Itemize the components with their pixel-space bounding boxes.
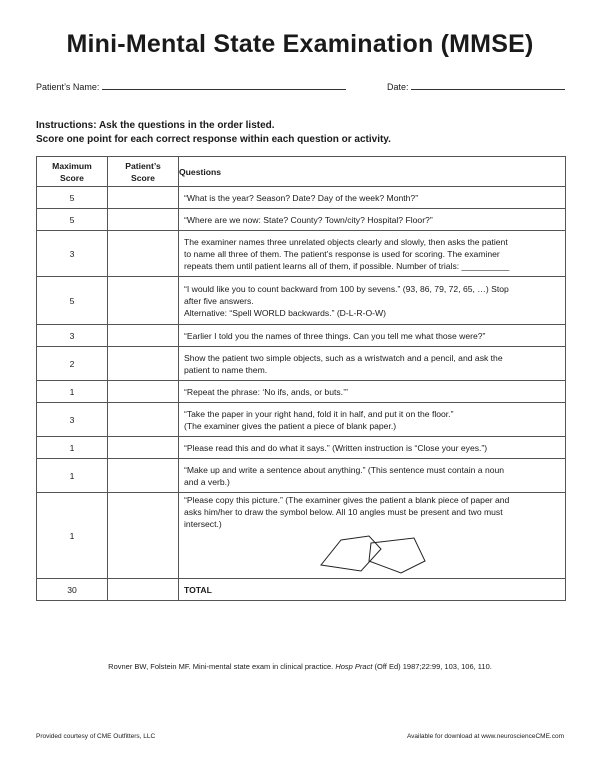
table-row <box>37 231 566 277</box>
max-score: 2 <box>37 347 108 381</box>
date-field[interactable] <box>387 81 565 92</box>
question-text: “Repeat the phrase: ‘No ifs, ands, or buts.’” <box>179 381 566 403</box>
footer-credit: Provided courtesy of CME Outfitters, LLC <box>36 733 156 740</box>
question-text: Show the patient two simple objects, such as a wristwatch and a pencil, and ask the patient to name them. <box>179 347 566 381</box>
question-text: “Where are we now: State? County? Town/city? Hospital? Floor?” <box>179 209 566 231</box>
question-text: “Take the paper in your right hand, fold it in half, and put it on the floor.” (The examiner gives the patient a piece of blank paper.) <box>179 403 566 437</box>
max-score: 5 <box>37 187 108 209</box>
mmse-table <box>36 156 566 601</box>
total-label: TOTAL <box>179 579 566 601</box>
table-row <box>37 459 566 493</box>
table-row <box>37 209 566 231</box>
max-score: 3 <box>37 403 108 437</box>
max-score: 1 <box>37 437 108 459</box>
instructions <box>36 119 391 147</box>
date-label: Date: <box>387 82 409 92</box>
instructions-line-2: Score one point for each correct response within each question or activity. <box>36 134 391 145</box>
date-blank[interactable] <box>411 81 565 90</box>
patient-score-cell[interactable] <box>108 493 179 579</box>
patient-score-cell[interactable] <box>108 437 179 459</box>
max-score: 1 <box>37 381 108 403</box>
page-title: Mini-Mental State Examination (MMSE) <box>66 30 534 58</box>
max-score: 3 <box>37 325 108 347</box>
max-score: 3 <box>37 231 108 277</box>
table-row <box>37 187 566 209</box>
patient-score-cell[interactable] <box>108 277 179 325</box>
instructions-line-1: Instructions: Ask the questions in the order listed. <box>36 120 275 131</box>
max-score: 1 <box>37 493 108 579</box>
table-row <box>37 347 566 381</box>
question-text: “What is the year? Season? Date? Day of the week? Month?” <box>179 187 566 209</box>
patient-score-cell[interactable] <box>108 459 179 493</box>
table-row <box>37 437 566 459</box>
question-text: The examiner names three unrelated objects clearly and slowly, then asks the patient to name all three of them. The patient’s response is used for scoring. The examiner repeats them until patient learns all of them, if possible. Number of trials: __________ <box>179 231 566 277</box>
patient-score-cell[interactable] <box>108 325 179 347</box>
footer-download: Available for download at www.neuroscienceCME.com <box>406 733 564 740</box>
question-text: “Earlier I told you the names of three things. Can you tell me what those were?” <box>179 325 566 347</box>
question-text: “I would like you to count backward from 100 by sevens.” (93, 86, 79, 72, 65, …) Stop after five answers. Alternative: “Spell WORLD backwards.” (D-L-R-O-W) <box>179 277 566 325</box>
patient-name-label: Patient’s Name: <box>36 82 100 92</box>
table-row <box>37 325 566 347</box>
patient-score-cell[interactable] <box>108 231 179 277</box>
question-text: “Make up and write a sentence about anything.” (This sentence must contain a noun and a verb.) <box>179 459 566 493</box>
table-total-row <box>37 579 566 601</box>
citation: Rovner BW, Folstein MF. Mini-mental state exam in clinical practice. Hosp Pract (Off Ed) 1987;22:99, 103, 106, 110. <box>108 662 492 671</box>
question-text: “Please read this and do what it says.” (Written instruction is “Close your eyes.”) <box>179 437 566 459</box>
patient-name-blank[interactable] <box>102 81 346 90</box>
patient-score-cell[interactable] <box>108 209 179 231</box>
intersecting-pentagons-icon <box>317 533 457 577</box>
patient-score-cell[interactable] <box>108 187 179 209</box>
table-row <box>37 493 566 579</box>
max-score: 1 <box>37 459 108 493</box>
table-row <box>37 381 566 403</box>
patient-total-cell[interactable] <box>108 579 179 601</box>
table-row <box>37 403 566 437</box>
question-text: “Please copy this picture.” (The examiner gives the patient a blank piece of paper and asks him/her to draw the symbol below. All 10 angles must be present and two must intersect.) <box>179 493 566 579</box>
max-score: 5 <box>37 209 108 231</box>
max-score-header: Maximum Score <box>37 157 108 187</box>
patient-score-cell[interactable] <box>108 347 179 381</box>
table-row <box>37 277 566 325</box>
patient-score-header: Patient’s Score <box>108 157 179 187</box>
table-header-row <box>37 157 566 187</box>
max-score: 5 <box>37 277 108 325</box>
patient-name-field[interactable] <box>36 81 346 92</box>
questions-header: Questions <box>179 157 566 187</box>
total-max-score: 30 <box>37 579 108 601</box>
patient-score-cell[interactable] <box>108 381 179 403</box>
patient-score-cell[interactable] <box>108 403 179 437</box>
